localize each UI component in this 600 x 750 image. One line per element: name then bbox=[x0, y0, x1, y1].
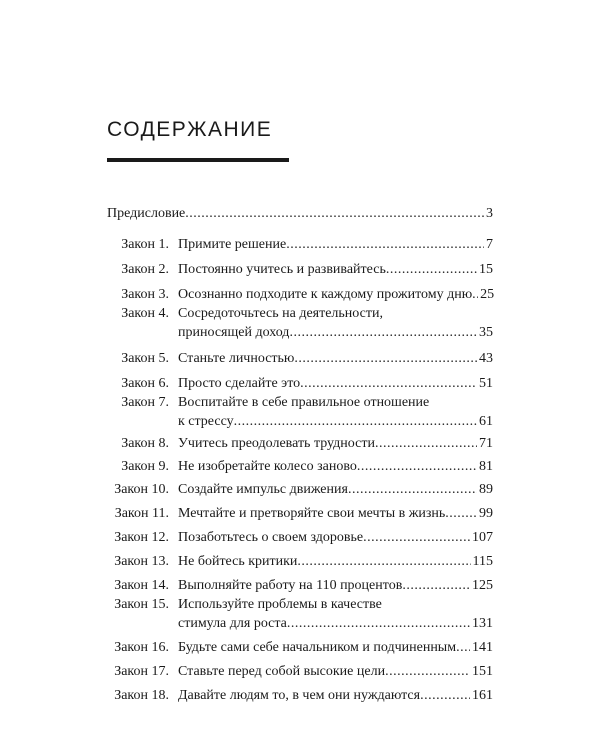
entry-page: 99 bbox=[479, 506, 493, 521]
entry-title: Будьте сами себе начальником и подчиненным bbox=[178, 640, 457, 655]
toc-entry bbox=[107, 686, 493, 705]
entry-title: Не изобретайте колесо заново bbox=[178, 459, 357, 474]
law-number: Закон 17. bbox=[114, 664, 169, 679]
toc-entry bbox=[107, 457, 493, 476]
dot-leader bbox=[357, 457, 477, 476]
dot-leader bbox=[286, 235, 484, 254]
dot-leader bbox=[375, 434, 477, 453]
toc-entry bbox=[107, 552, 493, 571]
entry-title-continued: к стрессу bbox=[178, 414, 234, 429]
law-number: Закон 5. bbox=[121, 351, 169, 366]
entry-title: Используйте проблемы в качестве bbox=[178, 597, 382, 612]
entry-page: 43 bbox=[479, 351, 493, 366]
title-underline bbox=[107, 158, 289, 162]
entry-page: 125 bbox=[472, 578, 493, 593]
entry-page: 25 bbox=[480, 287, 495, 302]
entry-page: 141 bbox=[472, 640, 493, 655]
entry-page: 131 bbox=[472, 616, 493, 631]
dot-leader bbox=[185, 204, 484, 223]
law-number: Закон 14. bbox=[114, 578, 169, 593]
toc-entry bbox=[107, 235, 493, 254]
entry-title: Постоянно учитесь и развивайтесь bbox=[178, 262, 386, 277]
entry-title: Создайте импульс движения bbox=[178, 482, 348, 497]
dot-leader bbox=[385, 662, 470, 681]
law-number: Закон 15. bbox=[114, 597, 169, 612]
preface-page: 3 bbox=[486, 206, 493, 221]
dot-leader bbox=[402, 576, 470, 595]
law-number: Закон 9. bbox=[121, 459, 169, 474]
entry-title: Воспитайте в себе правильное отношение bbox=[178, 395, 430, 410]
dot-leader bbox=[456, 638, 470, 657]
page-title: СОДЕРЖАНИЕ bbox=[107, 118, 273, 141]
entry-title: Учитесь преодолевать трудности bbox=[178, 436, 375, 451]
dot-leader bbox=[287, 614, 470, 633]
toc-entry bbox=[107, 285, 493, 304]
entry-page: 15 bbox=[479, 262, 493, 277]
dot-leader bbox=[300, 374, 477, 393]
entry-title: Примите решение bbox=[178, 237, 287, 252]
toc-entry bbox=[107, 528, 493, 547]
law-number: Закон 6. bbox=[121, 376, 169, 391]
law-number: Закон 13. bbox=[114, 554, 169, 569]
entry-title: Не бойтесь критики bbox=[178, 554, 298, 569]
dot-leader bbox=[294, 349, 477, 368]
entry-title: Давайте людям то, в чем они нуждаются bbox=[178, 688, 421, 703]
entry-title: Ставьте перед собой высокие цели bbox=[178, 664, 386, 679]
entry-title-continued: стимула для роста bbox=[178, 616, 287, 631]
dot-leader bbox=[234, 412, 477, 431]
entry-page: 71 bbox=[479, 436, 493, 451]
entry-page: 35 bbox=[479, 325, 493, 340]
law-number: Закон 7. bbox=[121, 395, 169, 410]
entry-title: Выполняйте работу на 110 процентов bbox=[178, 578, 403, 593]
toc-entry bbox=[107, 576, 493, 595]
toc-entry bbox=[107, 393, 493, 431]
toc-entry bbox=[107, 374, 493, 393]
entry-page: 89 bbox=[479, 482, 493, 497]
entry-page: 161 bbox=[472, 688, 493, 703]
toc-entry bbox=[107, 480, 493, 499]
entry-title: Сосредоточьтесь на деятельности, bbox=[178, 306, 383, 321]
preface-title: Предисловие bbox=[107, 206, 186, 221]
law-number: Закон 12. bbox=[114, 530, 169, 545]
law-number: Закон 8. bbox=[121, 436, 169, 451]
law-number: Закон 4. bbox=[121, 306, 169, 321]
toc-entry bbox=[107, 638, 493, 657]
entry-page: 115 bbox=[472, 554, 493, 569]
dot-leader bbox=[363, 528, 470, 547]
dot-leader bbox=[386, 260, 477, 279]
entry-page: 151 bbox=[472, 664, 493, 679]
dot-leader bbox=[420, 686, 470, 705]
entry-page: 81 bbox=[479, 459, 493, 474]
entry-title-continued: приносящей доход bbox=[178, 325, 290, 340]
toc-entry bbox=[107, 349, 493, 368]
toc-entry bbox=[107, 260, 493, 279]
entry-title: Мечтайте и претворяйте свои мечты в жизнь bbox=[178, 506, 446, 521]
toc-entry bbox=[107, 434, 493, 453]
entry-page: 7 bbox=[486, 237, 493, 252]
law-number: Закон 18. bbox=[114, 688, 169, 703]
law-number: Закон 11. bbox=[114, 506, 169, 521]
entry-title: Просто сделайте это bbox=[178, 376, 301, 391]
toc-entry bbox=[107, 504, 493, 523]
entry-title: Станьте личностью bbox=[178, 351, 295, 366]
law-number: Закон 16. bbox=[114, 640, 169, 655]
law-number: Закон 3. bbox=[121, 287, 169, 302]
law-number: Закон 1. bbox=[121, 237, 169, 252]
toc-entry bbox=[107, 304, 493, 342]
entry-title: Осознанно подходите к каждому прожитому дню bbox=[178, 287, 473, 302]
dot-leader bbox=[289, 323, 477, 342]
dot-leader bbox=[445, 504, 477, 523]
entry-title: Позаботьтесь о своем здоровье bbox=[178, 530, 364, 545]
entry-page: 51 bbox=[479, 376, 493, 391]
entry-page: 61 bbox=[479, 414, 493, 429]
toc-entry bbox=[107, 662, 493, 681]
law-number: Закон 2. bbox=[121, 262, 169, 277]
toc-entry bbox=[107, 595, 493, 633]
entry-page: 107 bbox=[472, 530, 493, 545]
dot-leader bbox=[348, 480, 477, 499]
law-number: Закон 10. bbox=[114, 482, 169, 497]
dot-leader bbox=[297, 552, 470, 571]
toc-preface bbox=[107, 204, 493, 223]
